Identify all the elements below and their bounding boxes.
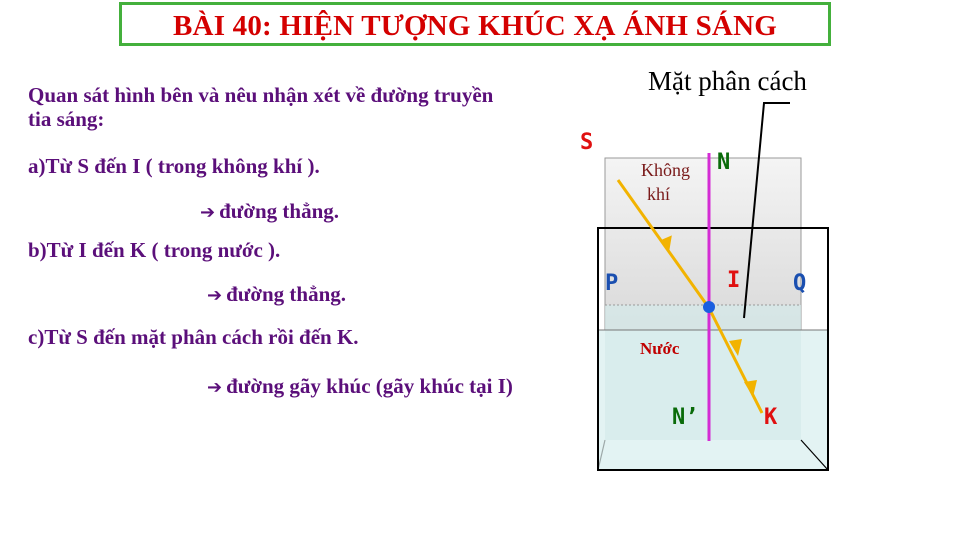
item-b: b)Từ I đến K ( trong nước ). — [28, 238, 281, 262]
point-n-label: N — [717, 150, 731, 175]
answer-b-text: đường thẳng. — [226, 282, 347, 306]
answer-a-text: đường thẳng. — [219, 199, 340, 223]
intro-line-2: tia sáng: — [28, 107, 105, 131]
point-q-label: Q — [793, 271, 807, 296]
item-a: a)Từ S đến I ( trong không khí ). — [28, 154, 320, 178]
point-i-marker — [703, 301, 715, 313]
air-label-2: khí — [647, 184, 671, 204]
point-k-label: K — [764, 405, 778, 430]
item-c: c)Từ S đến mặt phân cách rồi đến K. — [28, 325, 359, 349]
interface-label: Mặt phân cách — [648, 66, 807, 96]
point-i-label: I — [727, 268, 741, 293]
page-title: BÀI 40: HIỆN TƯỢNG KHÚC XẠ ÁNH SÁNG — [173, 10, 777, 42]
air-label-1: Không — [641, 160, 690, 180]
point-p-label: P — [605, 271, 619, 296]
point-s-label: S — [580, 130, 594, 155]
right-arrow-icon: ➔ — [200, 202, 216, 223]
right-arrow-icon: ➔ — [207, 377, 223, 398]
right-arrow-icon: ➔ — [207, 285, 223, 306]
answer-c-text: đường gãy khúc (gãy khúc tại I) — [226, 374, 513, 398]
intro-line-1: Quan sát hình bên và nêu nhận xét về đường truyền — [28, 83, 494, 107]
point-n2-label: N’ — [672, 405, 699, 430]
water-label: Nước — [640, 339, 680, 358]
